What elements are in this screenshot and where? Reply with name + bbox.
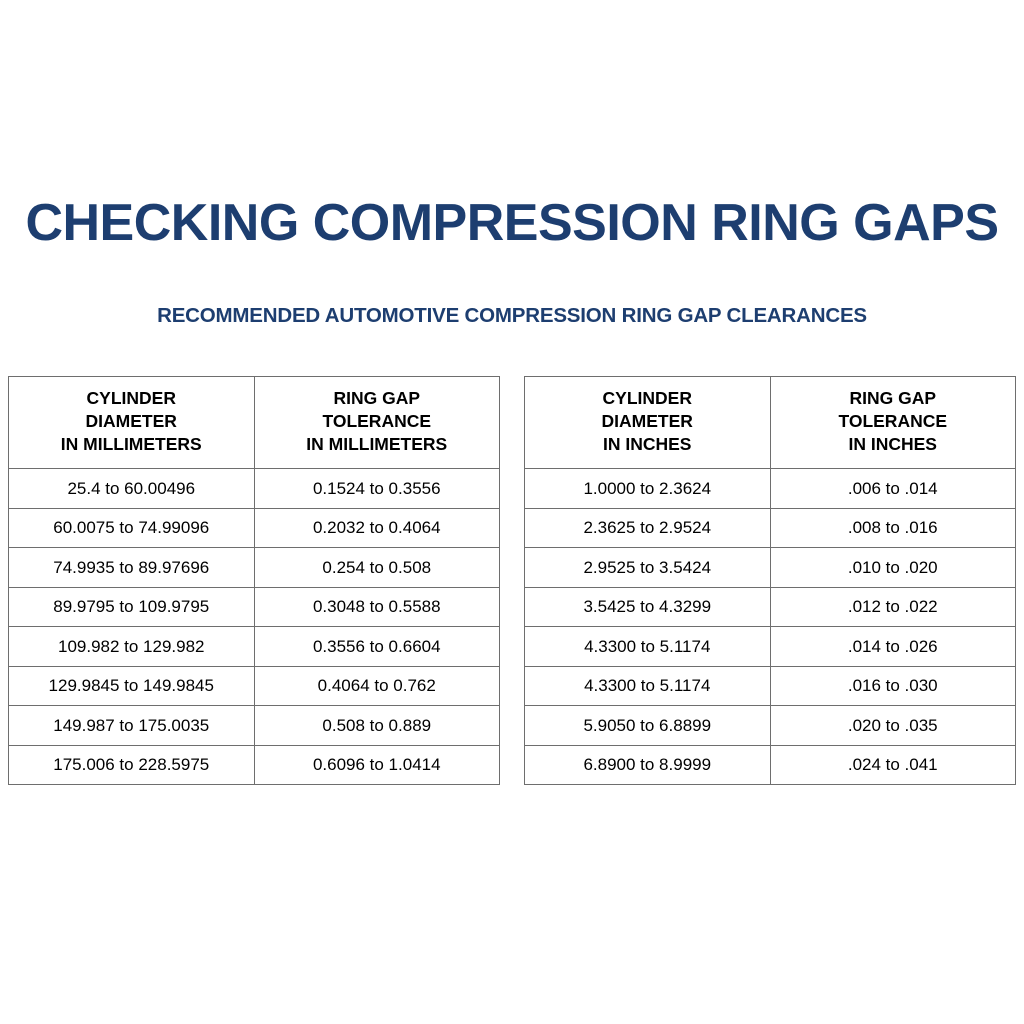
column-header-cylinder-diameter-mm <box>9 377 255 469</box>
cell-tolerance: .012 to .022 <box>770 587 1016 627</box>
cell-tolerance: .008 to .016 <box>770 508 1016 548</box>
cell-diameter: 6.8900 to 8.9999 <box>525 745 771 785</box>
table-row <box>9 666 500 706</box>
header-line-2: DIAMETER <box>601 411 693 432</box>
header-line-1: RING GAP <box>849 388 937 408</box>
cell-diameter: 60.0075 to 74.99096 <box>9 508 255 548</box>
cell-tolerance: .010 to .020 <box>770 548 1016 588</box>
table-row <box>525 587 1016 627</box>
table-row <box>525 666 1016 706</box>
table-row <box>525 548 1016 588</box>
table-row <box>525 627 1016 667</box>
imperial-table <box>524 376 1016 785</box>
cell-diameter: 74.9935 to 89.97696 <box>9 548 255 588</box>
cell-diameter: 25.4 to 60.00496 <box>9 469 255 509</box>
table-row <box>9 548 500 588</box>
cell-tolerance: .020 to .035 <box>770 706 1016 746</box>
column-header-ring-gap-tolerance-in <box>770 377 1016 469</box>
table-row <box>525 508 1016 548</box>
page-title: CHECKING COMPRESSION RING GAPS <box>25 194 999 252</box>
cell-diameter: 129.9845 to 149.9845 <box>9 666 255 706</box>
cell-diameter: 149.987 to 175.0035 <box>9 706 255 746</box>
cell-tolerance: .016 to .030 <box>770 666 1016 706</box>
table-row <box>525 745 1016 785</box>
cell-tolerance: 0.508 to 0.889 <box>254 706 500 746</box>
page-subtitle: RECOMMENDED AUTOMOTIVE COMPRESSION RING GAP CLEARANCES <box>157 304 867 327</box>
cell-diameter: 3.5425 to 4.3299 <box>525 587 771 627</box>
table-header-row <box>525 377 1016 469</box>
table-row <box>9 627 500 667</box>
cell-tolerance: 0.254 to 0.508 <box>254 548 500 588</box>
cell-tolerance: 0.3556 to 0.6604 <box>254 627 500 667</box>
tables-container <box>0 376 1024 785</box>
cell-tolerance: 0.6096 to 1.0414 <box>254 745 500 785</box>
cell-tolerance: .014 to .026 <box>770 627 1016 667</box>
cell-diameter: 175.006 to 228.5975 <box>9 745 255 785</box>
cell-tolerance: 0.4064 to 0.762 <box>254 666 500 706</box>
cell-diameter: 1.0000 to 2.3624 <box>525 469 771 509</box>
cell-tolerance: 0.2032 to 0.4064 <box>254 508 500 548</box>
header-line-3: IN MILLIMETERS <box>60 434 202 455</box>
column-header-cylinder-diameter-in <box>525 377 771 469</box>
table-row <box>9 745 500 785</box>
cell-tolerance: .006 to .014 <box>770 469 1016 509</box>
table-header-row <box>9 377 500 469</box>
header-line-3: IN INCHES <box>848 434 937 455</box>
cell-tolerance: .024 to .041 <box>770 745 1016 785</box>
cell-diameter: 2.9525 to 3.5424 <box>525 548 771 588</box>
cell-diameter: 109.982 to 129.982 <box>9 627 255 667</box>
header-line-3: IN MILLIMETERS <box>306 434 448 455</box>
cell-diameter: 4.3300 to 5.1174 <box>525 666 771 706</box>
table-row <box>9 706 500 746</box>
table-row <box>9 508 500 548</box>
cell-tolerance: 0.1524 to 0.3556 <box>254 469 500 509</box>
cell-diameter: 5.9050 to 6.8899 <box>525 706 771 746</box>
table-row <box>9 469 500 509</box>
header-line-1: RING GAP <box>333 388 421 408</box>
header-line-2: TOLERANCE <box>322 411 432 432</box>
header-line-1: CYLINDER <box>602 388 692 408</box>
header-line-2: TOLERANCE <box>838 411 948 432</box>
column-header-ring-gap-tolerance-mm <box>254 377 500 469</box>
table-row <box>525 469 1016 509</box>
header-line-2: DIAMETER <box>85 411 177 432</box>
header-line-3: IN INCHES <box>603 434 692 455</box>
table-row <box>525 706 1016 746</box>
cell-diameter: 2.3625 to 2.9524 <box>525 508 771 548</box>
table-row <box>9 587 500 627</box>
metric-table <box>8 376 500 785</box>
cell-tolerance: 0.3048 to 0.5588 <box>254 587 500 627</box>
cell-diameter: 4.3300 to 5.1174 <box>525 627 771 667</box>
header-line-1: CYLINDER <box>86 388 176 408</box>
cell-diameter: 89.9795 to 109.9795 <box>9 587 255 627</box>
